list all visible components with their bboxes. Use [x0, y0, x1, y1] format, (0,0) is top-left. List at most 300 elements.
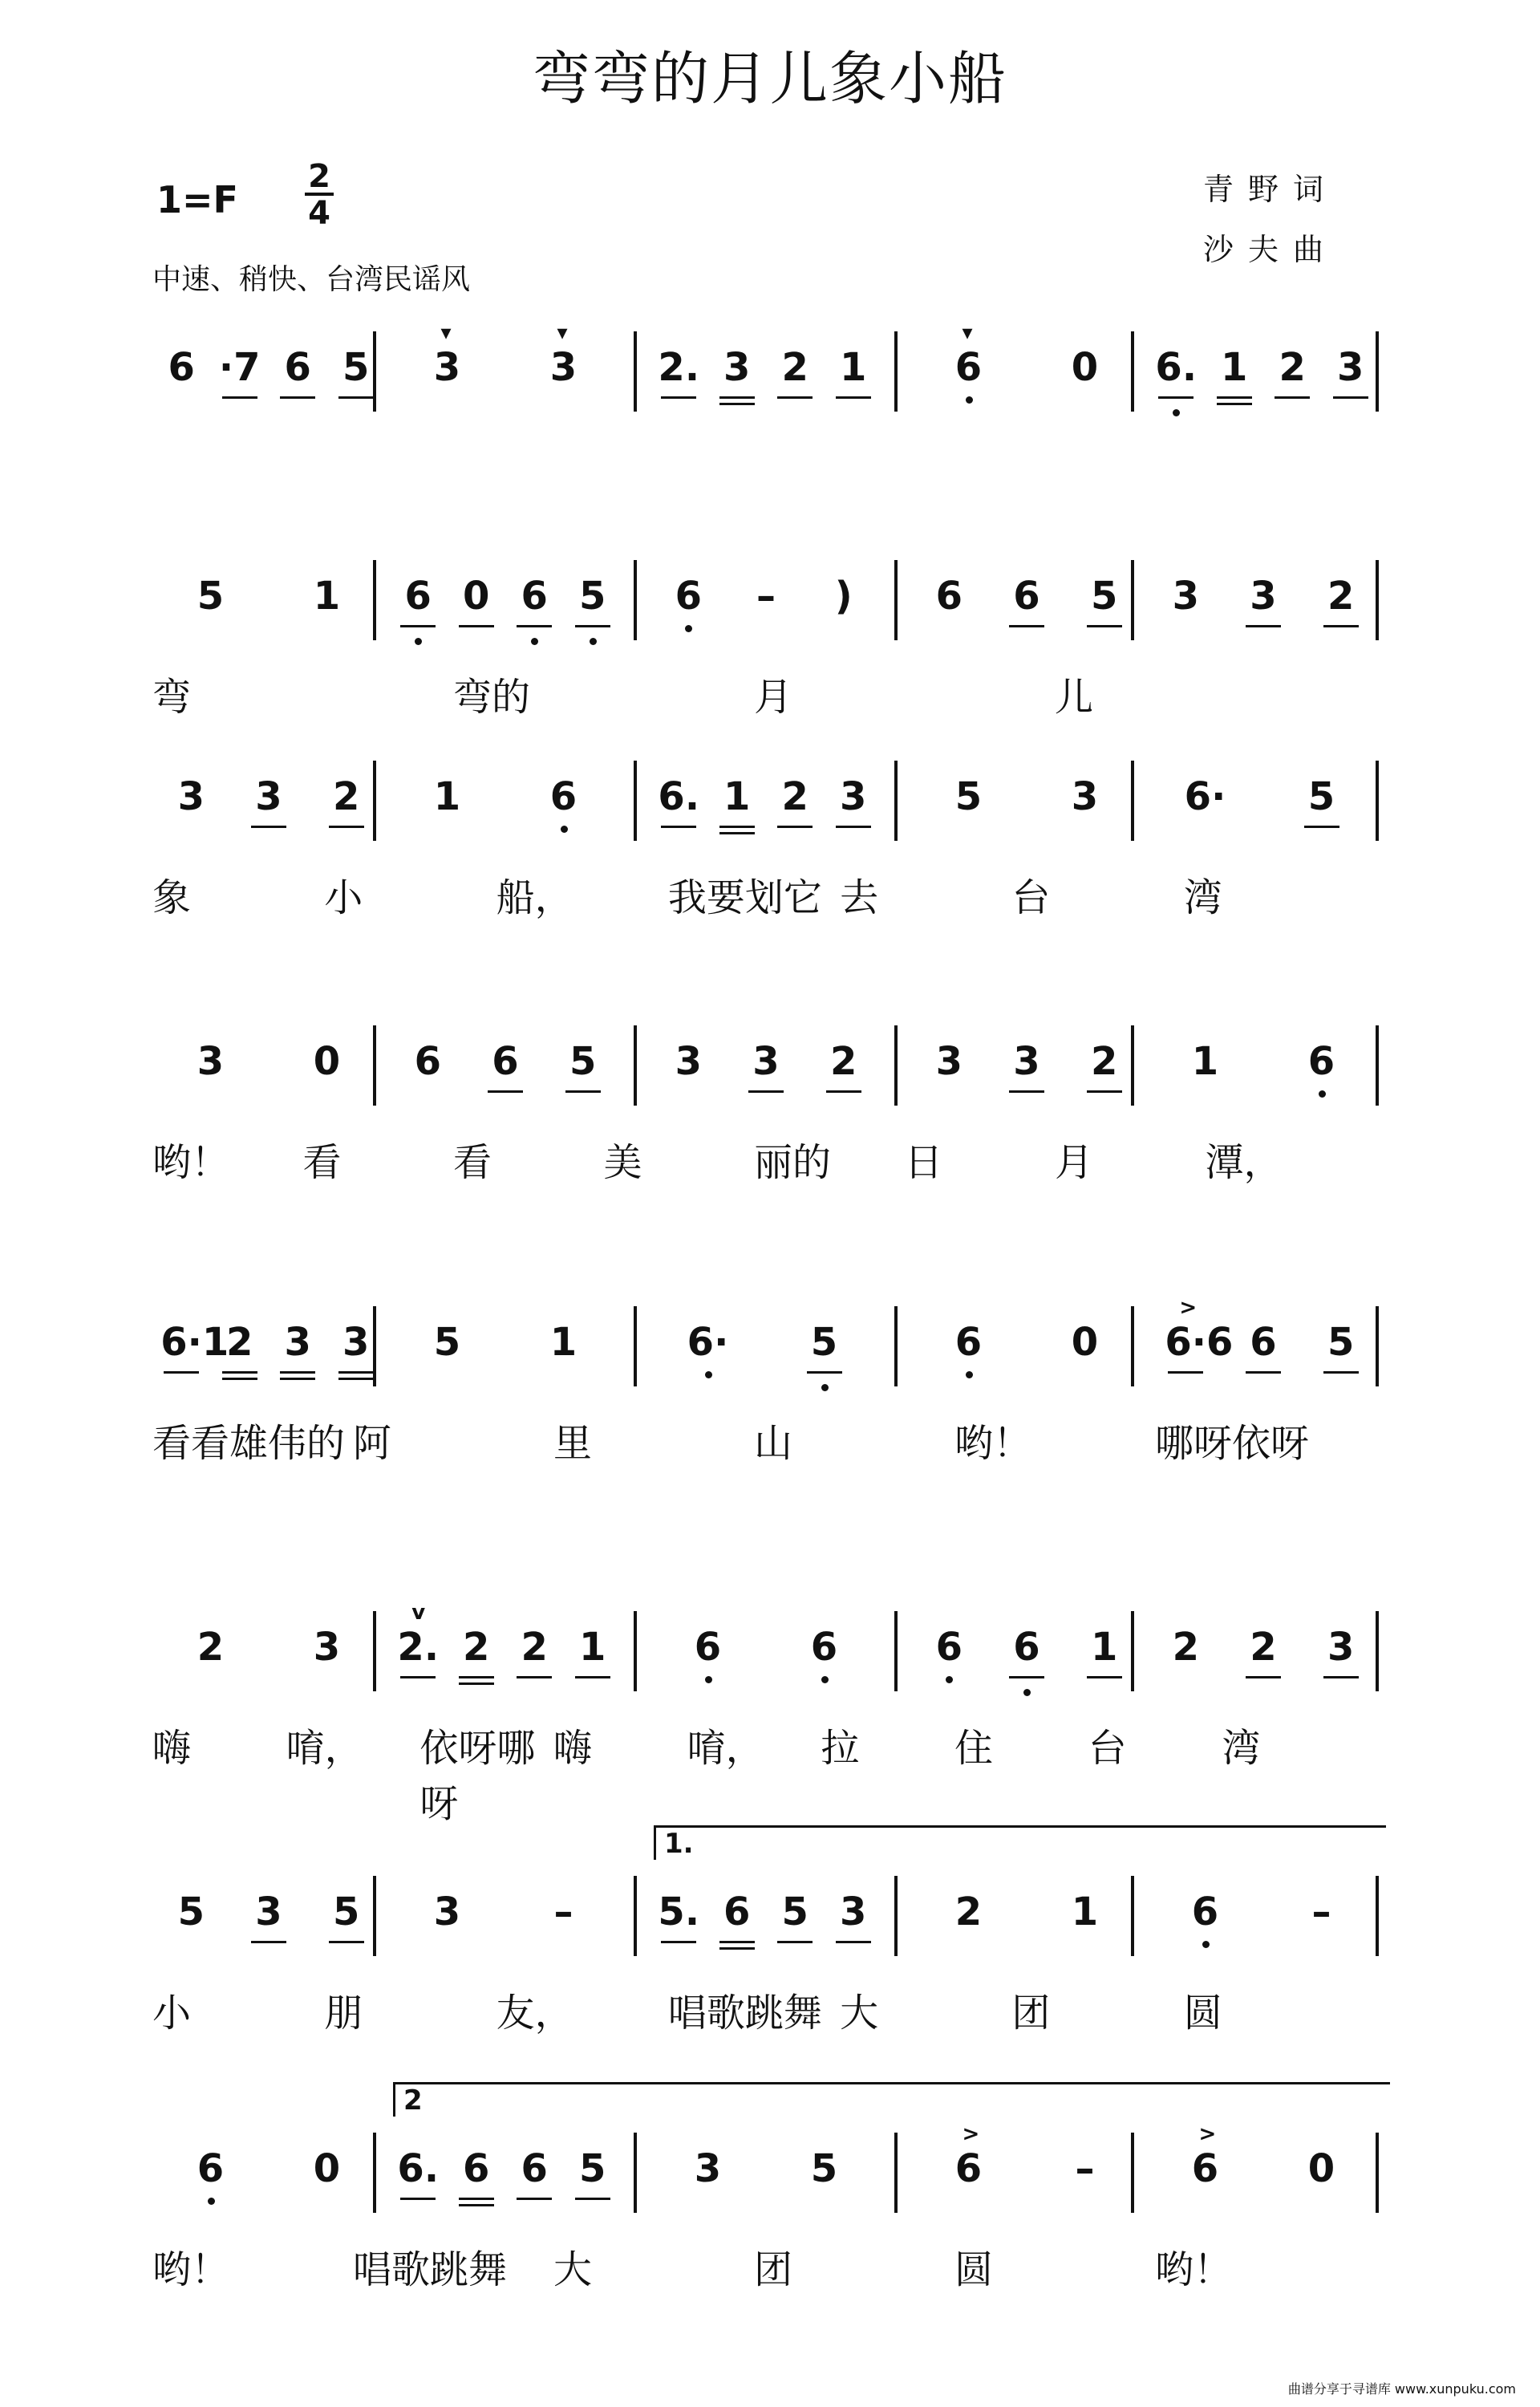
note-text: 6	[935, 1625, 963, 1670]
jianpu-note	[1330, 345, 1372, 390]
octave-dot	[1319, 1090, 1326, 1098]
note-text: )	[834, 574, 853, 619]
beam-line	[459, 2198, 494, 2200]
note-text: 3	[1172, 574, 1200, 619]
note-text: 5	[177, 1889, 205, 1934]
lyric-syllable: 阿	[353, 1421, 392, 1466]
lyric-syllable: 湾	[1222, 1726, 1261, 1771]
note-text: 0	[313, 2146, 341, 2191]
jianpu-note	[572, 2146, 614, 2191]
note-text: 6	[694, 1625, 722, 1670]
beam-line	[661, 1941, 696, 1943]
jianpu-note	[513, 1625, 555, 1670]
jianpu-note	[572, 574, 614, 619]
barline	[373, 1611, 376, 1691]
beam-line	[1323, 625, 1359, 627]
lyric-syllable: 看看雄伟的	[152, 1421, 346, 1466]
volta-bracket: 2	[393, 2082, 1390, 2117]
note-text: 6	[463, 2146, 490, 2191]
jianpu-note	[823, 574, 865, 619]
note-text: 3	[752, 1039, 780, 1084]
barline	[634, 2133, 637, 2213]
note-text: 5	[569, 1039, 597, 1084]
lyric-syllable: 里	[553, 1421, 593, 1466]
jianpu-note	[543, 1320, 585, 1365]
jianpu-note	[745, 574, 787, 619]
beam-line	[517, 625, 552, 627]
barline	[373, 2133, 376, 2213]
note-text: 2	[781, 345, 808, 390]
score-row	[0, 546, 1540, 720]
note-text: 3	[1071, 774, 1099, 819]
accent-mark: ▾	[962, 321, 973, 345]
note-text: 6	[1013, 1625, 1040, 1670]
jianpu-note	[1185, 2122, 1226, 2191]
note-text: 3	[313, 1625, 341, 1670]
footer-credit: 曲谱分享于寻谱库 www.xunpuku.com	[1287, 2381, 1516, 2397]
composer-credit: 沙夫曲	[1203, 232, 1339, 267]
time-signature-numerator: 2	[308, 158, 330, 195]
jianpu-note	[658, 774, 699, 819]
jianpu-note	[248, 1889, 290, 1934]
note-text: 6·	[687, 1320, 729, 1365]
note-text: –	[1311, 1889, 1331, 1934]
jianpu-note	[928, 1625, 970, 1670]
lyric-syllable: 去	[840, 875, 879, 920]
barline	[634, 1025, 637, 1106]
note-text: 6·1	[160, 1320, 229, 1365]
note-text: 3	[1250, 574, 1277, 619]
beam-line	[251, 1941, 286, 1943]
barline	[894, 1611, 898, 1691]
note-text: –	[756, 574, 776, 619]
jianpu-note	[190, 1039, 232, 1084]
jianpu-note	[1006, 1039, 1048, 1084]
octave-dot	[1202, 1941, 1210, 1948]
note-text: 1	[313, 574, 341, 619]
time-signature-denominator: 4	[305, 193, 334, 229]
jianpu-note	[1064, 1320, 1106, 1365]
note-text: 6	[954, 2146, 983, 2191]
jianpu-note	[170, 774, 212, 819]
lyricist-credit: 青野词	[1203, 172, 1339, 207]
lyric-syllable: 丽的	[754, 1140, 832, 1185]
jianpu-note	[1064, 1889, 1106, 1934]
lyric-syllable: 我要划它	[667, 875, 822, 920]
beam-line	[1168, 1371, 1203, 1374]
jianpu-note	[928, 1039, 970, 1084]
jianpu-note	[543, 774, 585, 819]
jianpu-note	[306, 1625, 348, 1670]
octave-dot	[415, 638, 422, 645]
note-text: 6	[675, 574, 703, 619]
jianpu-note	[948, 321, 990, 390]
jianpu-note	[1185, 774, 1226, 819]
beam-line	[459, 2204, 494, 2206]
beam-line	[1323, 1371, 1359, 1374]
lyric-syllable: 哪呀依呀	[1155, 1421, 1310, 1466]
lyric-syllable: 哟！	[152, 2247, 230, 2292]
beam-line	[280, 396, 315, 399]
jianpu-note	[1084, 1039, 1125, 1084]
note-text: 2	[781, 774, 808, 819]
octave-dot	[590, 638, 597, 645]
note-text: 3	[840, 1889, 867, 1934]
octave-dot	[1173, 409, 1180, 416]
jianpu-note	[1301, 1889, 1343, 1934]
note-text: 2	[1279, 345, 1306, 390]
jianpu-note	[833, 1889, 874, 1934]
note-text: 3	[1337, 345, 1364, 390]
note-text: 0	[1071, 345, 1099, 390]
jianpu-note	[745, 1039, 787, 1084]
note-text: 6	[492, 1039, 519, 1084]
note-text: 5	[342, 345, 370, 390]
note-text: 6	[414, 1039, 442, 1084]
page-title: 弯弯的月儿象小船	[532, 45, 1007, 112]
beam-line	[400, 2198, 436, 2200]
barline	[894, 1306, 898, 1386]
note-text: 3	[694, 2146, 722, 2191]
beam-line	[719, 403, 755, 405]
note-text: 6	[1250, 1320, 1277, 1365]
lyric-syllable: 圆	[1183, 1991, 1222, 2036]
jianpu-note	[219, 1320, 261, 1365]
jianpu-note	[306, 1039, 348, 1084]
jianpu-note	[397, 1601, 440, 1670]
jianpu-note	[335, 345, 377, 390]
jianpu-note	[456, 2146, 497, 2191]
score-row	[0, 317, 1540, 485]
lyric-syllable: 依呀哪呀	[419, 1726, 536, 1826]
barline	[373, 1025, 376, 1106]
jianpu-note	[716, 345, 758, 390]
barline	[373, 761, 376, 841]
octave-dot	[685, 625, 692, 632]
note-text: 3	[935, 1039, 963, 1084]
barline	[1376, 1876, 1379, 1956]
note-text: 6	[284, 345, 311, 390]
beam-line	[777, 1941, 813, 1943]
jianpu-note	[1271, 345, 1313, 390]
note-text: ·7	[218, 345, 261, 390]
note-text: 1	[433, 774, 461, 819]
beam-line	[719, 396, 755, 399]
beam-line	[1304, 826, 1339, 828]
note-text: 1	[549, 1320, 578, 1365]
jianpu-note	[427, 1320, 468, 1365]
jianpu-note	[326, 774, 367, 819]
beam-line	[565, 1090, 601, 1093]
note-text: 2	[463, 1625, 490, 1670]
octave-dot	[705, 1676, 712, 1683]
beam-line	[575, 625, 610, 627]
barline	[634, 1306, 637, 1386]
lyric-syllable: 台	[1088, 1726, 1127, 1771]
lyric-syllable: 小	[324, 875, 363, 920]
jianpu-note	[1006, 574, 1048, 619]
octave-dot	[966, 396, 973, 404]
note-text: 1	[723, 774, 751, 819]
barline	[373, 560, 376, 640]
lyric-syllable: 月	[1055, 1140, 1094, 1185]
barline	[1131, 2133, 1134, 2213]
jianpu-note	[427, 774, 468, 819]
note-text: 2	[954, 1889, 983, 1934]
beam-line	[661, 826, 696, 828]
octave-dot	[561, 826, 568, 833]
note-text: 3	[255, 774, 282, 819]
note-text: 2	[197, 1625, 225, 1670]
lyric-syllable: 潭，	[1205, 1140, 1283, 1185]
note-text: 6	[168, 345, 195, 390]
note-text: 6	[1191, 1889, 1219, 1934]
jianpu-note	[427, 1889, 468, 1934]
lyric-syllable: 唱歌跳舞	[667, 1991, 822, 2036]
note-text: 3	[1327, 1625, 1355, 1670]
jianpu-note	[667, 1039, 709, 1084]
note-text: 5	[954, 774, 983, 819]
barline	[1131, 560, 1134, 640]
note-text: 6.	[397, 2146, 440, 2191]
note-text: 5.	[658, 1889, 700, 1934]
jianpu-note	[1214, 345, 1255, 390]
lyric-syllable: 唱歌跳舞	[353, 2247, 508, 2292]
note-text: 6	[723, 1889, 751, 1934]
beam-line	[280, 1378, 315, 1380]
lyric-syllable: 山	[754, 1421, 793, 1466]
barline	[1376, 2133, 1379, 2213]
beam-line	[329, 826, 364, 828]
accent-mark: >	[1179, 1296, 1198, 1320]
beam-line	[400, 1676, 436, 1678]
barline	[634, 560, 637, 640]
jianpu-note	[543, 321, 585, 390]
jianpu-note	[160, 345, 202, 390]
note-text: 0	[1307, 2146, 1335, 2191]
volta-bracket: 1.	[654, 1825, 1386, 1860]
jianpu-note	[948, 1320, 990, 1365]
note-text: 2	[521, 1625, 548, 1670]
beam-line	[1275, 396, 1310, 399]
beam-line	[1246, 1371, 1281, 1374]
jianpu-note	[1301, 1039, 1343, 1084]
lyric-syllable: 台	[1011, 875, 1051, 920]
note-text: 3	[284, 1320, 311, 1365]
note-text: 2	[1090, 1039, 1118, 1084]
barline	[373, 1876, 376, 1956]
beam-line	[719, 832, 755, 834]
note-text: 3	[840, 774, 867, 819]
note-text: 3	[433, 1889, 461, 1934]
note-text: 2	[332, 774, 360, 819]
jianpu-note	[219, 345, 261, 390]
accent-mark: >	[1198, 2122, 1217, 2146]
lyric-syllable: 象	[152, 875, 192, 920]
jianpu-note	[1006, 1625, 1048, 1670]
jianpu-note	[190, 574, 232, 619]
beam-line	[459, 1676, 494, 1678]
note-text: 6.	[1155, 345, 1198, 390]
barline	[894, 2133, 898, 2213]
jianpu-note	[687, 2146, 729, 2191]
lyric-syllable: 小	[152, 1991, 192, 2036]
beam-line	[719, 826, 755, 828]
lyric-syllable: 嗨	[152, 1726, 192, 1771]
barline	[1376, 1025, 1379, 1106]
note-text: 5	[197, 574, 225, 619]
jianpu-note	[407, 1039, 448, 1084]
note-text: 5	[1090, 574, 1118, 619]
beam-line	[338, 1378, 374, 1380]
jianpu-note	[190, 1625, 232, 1670]
jianpu-note	[1242, 574, 1284, 619]
note-text: 6·6	[1165, 1320, 1234, 1365]
note-text: 2	[829, 1039, 857, 1084]
note-text: 3	[177, 774, 205, 819]
note-text: 6.	[658, 774, 700, 819]
note-text: 3	[255, 1889, 282, 1934]
note-text: 5	[579, 2146, 606, 2191]
score-row	[0, 1292, 1540, 1466]
lyric-syllable: 湾	[1183, 875, 1222, 920]
note-text: 0	[463, 574, 490, 619]
lyric-syllable: 看	[302, 1140, 342, 1185]
note-text: 5	[810, 2146, 838, 2191]
jianpu-note	[335, 1320, 377, 1365]
lyric-syllable: 朋	[324, 1991, 363, 2036]
beam-line	[517, 2198, 552, 2200]
note-text: 3	[433, 345, 461, 390]
beam-line	[222, 396, 257, 399]
barline	[1131, 761, 1134, 841]
note-text: 6	[1191, 2146, 1219, 2191]
accent-mark: >	[962, 2122, 980, 2146]
lyric-syllable: 唷，	[687, 1726, 764, 1771]
jianpu-note	[774, 774, 816, 819]
lyric-syllable: 看	[453, 1140, 492, 1185]
beam-line	[807, 1371, 842, 1374]
note-text: 3	[197, 1039, 225, 1084]
jianpu-note	[190, 2146, 232, 2191]
jianpu-note	[1064, 774, 1106, 819]
beam-line	[488, 1090, 523, 1093]
note-text: 6	[197, 2146, 225, 2191]
lyric-syllable: 美	[603, 1140, 642, 1185]
barline	[894, 761, 898, 841]
beam-line	[222, 1378, 257, 1380]
beam-line	[1087, 625, 1122, 627]
barline	[634, 1876, 637, 1956]
note-text: 6	[521, 574, 548, 619]
octave-dot	[946, 1676, 953, 1683]
jianpu-note	[667, 574, 709, 619]
jianpu-note	[543, 1889, 585, 1934]
octave-dot	[208, 2198, 215, 2205]
beam-line	[777, 396, 813, 399]
jianpu-note	[170, 1889, 212, 1934]
note-text: 5	[433, 1320, 461, 1365]
note-text: 6	[954, 1320, 983, 1365]
jianpu-note	[1320, 574, 1362, 619]
lyric-syllable: 船，	[496, 875, 573, 920]
score-row	[0, 1828, 1540, 2036]
accent-mark: ▾	[440, 321, 452, 345]
note-text: –	[1075, 2146, 1095, 2191]
note-text: 5	[1307, 774, 1335, 819]
note-text: 6	[954, 345, 983, 390]
octave-dot	[966, 1371, 973, 1378]
jianpu-note	[277, 345, 318, 390]
jianpu-note	[716, 774, 758, 819]
barline	[894, 560, 898, 640]
note-text: 1	[840, 345, 867, 390]
octave-dot	[821, 1676, 829, 1683]
jianpu-note	[562, 1039, 604, 1084]
beam-line	[719, 1947, 755, 1950]
barline	[1131, 1306, 1134, 1386]
jianpu-note	[484, 1039, 526, 1084]
lyric-syllable: 日	[904, 1140, 943, 1185]
jianpu-note	[687, 1625, 729, 1670]
beam-line	[338, 396, 374, 399]
beam-line	[661, 396, 696, 399]
note-text: 2.	[658, 345, 700, 390]
barline	[894, 1876, 898, 1956]
jianpu-note	[277, 1320, 318, 1365]
beam-line	[280, 1371, 315, 1374]
jianpu-note	[774, 345, 816, 390]
lyric-syllable: 团	[754, 2247, 793, 2292]
lyric-syllable: 友，	[496, 1991, 573, 2036]
barline	[1376, 761, 1379, 841]
lyric-syllable: 团	[1011, 1991, 1051, 2036]
jianpu-note	[833, 345, 874, 390]
score-row	[0, 1597, 1540, 1826]
beam-line	[748, 1090, 784, 1093]
note-text: 6	[1307, 1039, 1335, 1084]
lyric-syllable: 哟！	[954, 1421, 1032, 1466]
beam-line	[1009, 625, 1044, 627]
beam-line	[459, 625, 494, 627]
beam-line	[826, 1090, 861, 1093]
jianpu-note	[804, 2146, 845, 2191]
jianpu-note	[1084, 1625, 1125, 1670]
jianpu-note	[716, 1889, 758, 1934]
barline	[1376, 331, 1379, 412]
beam-line	[400, 625, 436, 627]
note-text: 5	[781, 1889, 808, 1934]
note-text: 2	[1172, 1625, 1200, 1670]
lyric-syllable: 大	[553, 2247, 593, 2292]
jianpu-note	[1165, 574, 1206, 619]
note-text: 6	[521, 2146, 548, 2191]
jianpu-note	[1301, 2146, 1343, 2191]
note-text: 3	[342, 1320, 370, 1365]
note-text: 0	[1071, 1320, 1099, 1365]
octave-dot	[1023, 1689, 1031, 1696]
octave-dot	[531, 638, 538, 645]
jianpu-note	[948, 2122, 990, 2191]
jianpu-note	[306, 2146, 348, 2191]
barline	[1376, 560, 1379, 640]
note-text: 5	[332, 1889, 360, 1934]
beam-line	[575, 1676, 610, 1678]
lyric-syllable: 月	[754, 675, 793, 720]
note-text: 6	[549, 774, 578, 819]
lyric-syllable: 儿	[1055, 675, 1094, 720]
jianpu-note	[427, 321, 468, 390]
